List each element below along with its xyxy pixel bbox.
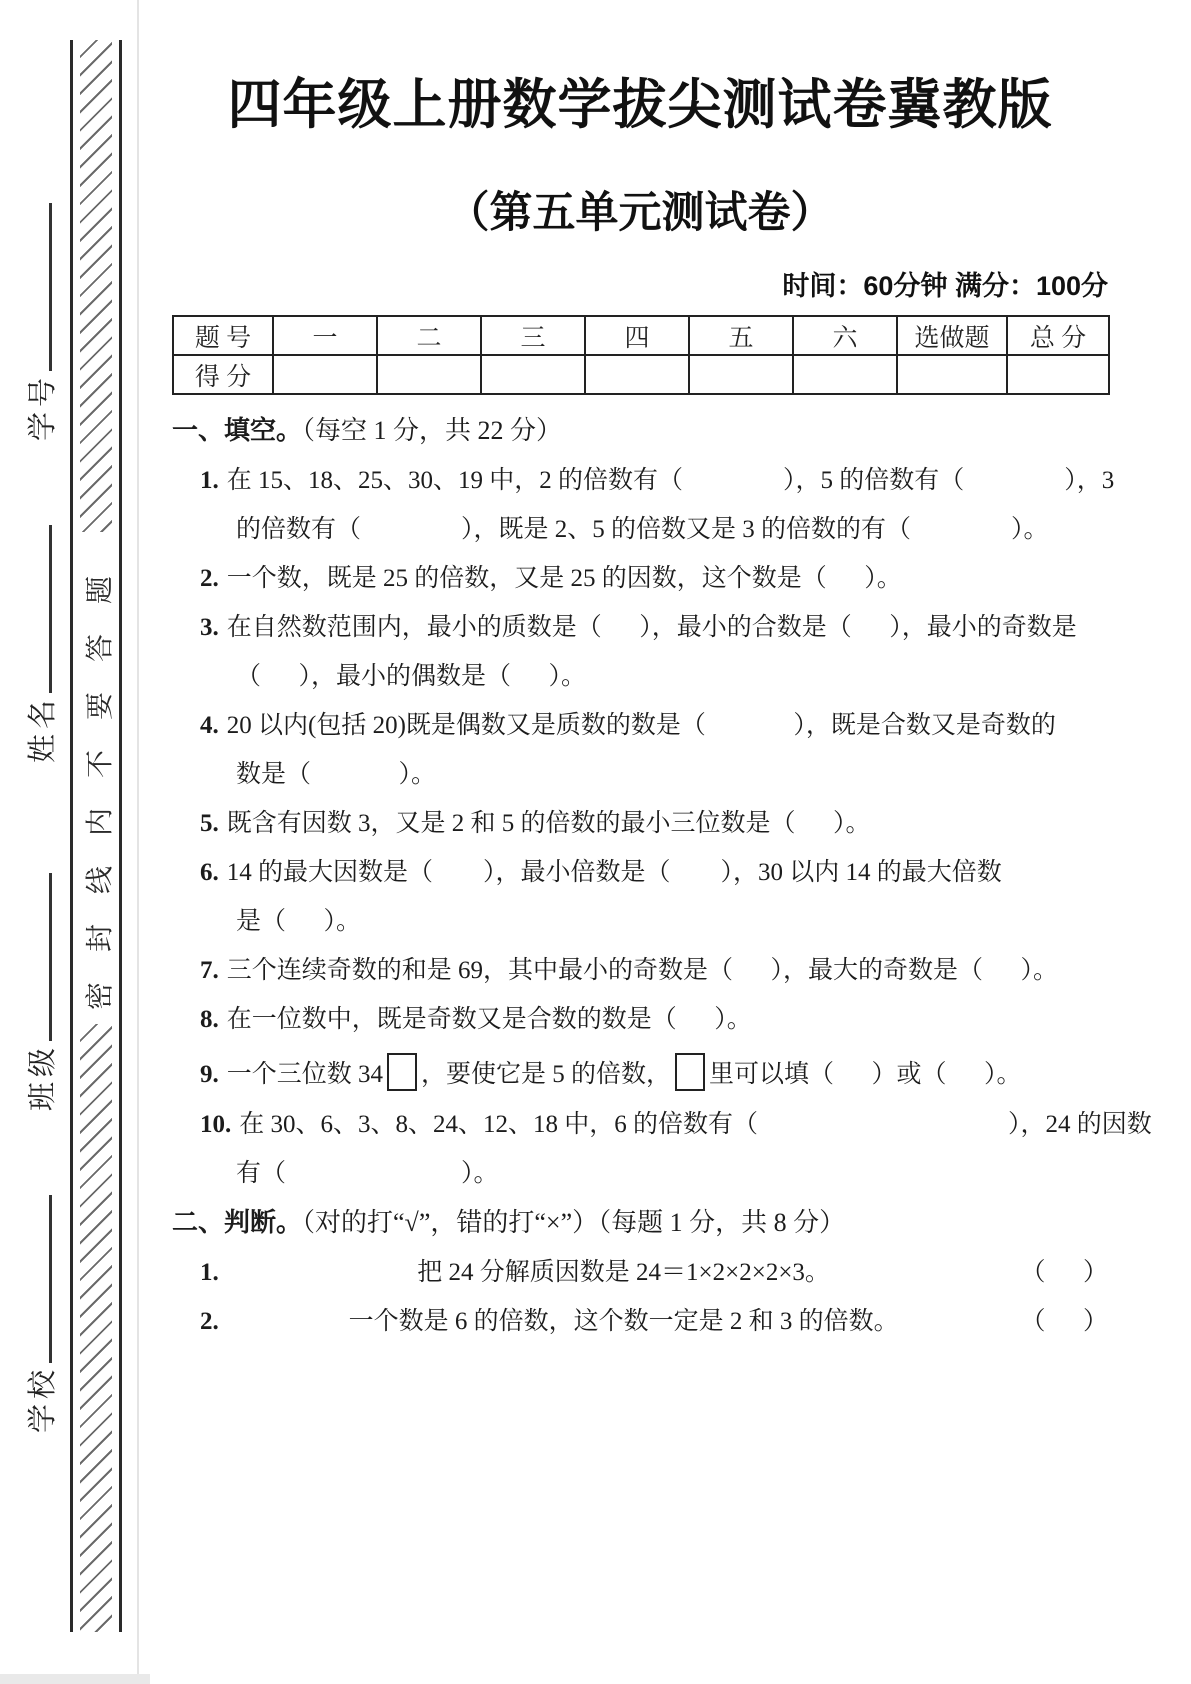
blank-box — [675, 1053, 705, 1091]
question-line — [200, 710, 1108, 741]
question-text: 数是（ ）。 — [236, 761, 437, 788]
question-line — [200, 612, 1108, 643]
question — [172, 1053, 1108, 1091]
question-text: 既含有因数 3，又是 2 和 5 的倍数的最小三位数是（ ）。 — [226, 810, 871, 837]
question — [172, 1257, 1108, 1288]
question-line — [200, 759, 1108, 790]
question-text: 一个数，既是 25 的倍数，又是 25 的因数，这个数是（ ）。 — [226, 565, 902, 592]
score-cell-empty — [481, 355, 585, 394]
page-subtitle: （第五单元测试卷） — [446, 189, 834, 237]
side-label-4 — [20, 1191, 59, 1433]
side-label-text: 姓名 — [27, 694, 59, 763]
question-number: 1. — [200, 1259, 219, 1286]
question-line — [200, 465, 1115, 496]
answer-blank: （ ） — [1020, 1308, 1108, 1335]
score-cell-empty — [897, 355, 1007, 394]
question — [172, 1109, 1152, 1189]
section-heading-1 — [172, 415, 1108, 446]
answer-blank: （ ） — [1020, 1259, 1108, 1286]
score-col-2: 二 — [377, 316, 481, 355]
seal-line-area — [70, 40, 122, 1632]
question-text: 一个数是 6 的倍数，这个数一定是 2 和 3 的倍数。 — [348, 1308, 899, 1335]
question-text: 的倍数有（ ），既是 2、5 的倍数又是 3 的倍数的有（ ）。 — [236, 516, 1049, 543]
question-number: 3. — [200, 614, 219, 641]
question-number: 1. — [200, 467, 219, 494]
exam-info: 时间：60分钟 满分：100分 — [782, 271, 1108, 301]
question-text: 三个连续奇数的和是 69，其中最小的奇数是（ ），最大的奇数是（ ）。 — [226, 957, 1059, 984]
question-number: 5. — [200, 810, 219, 837]
score-cell-empty — [689, 355, 793, 394]
score-col-7: 选做题 — [897, 316, 1007, 355]
score-col-3: 三 — [481, 316, 585, 355]
score-table-score-row — [173, 355, 1109, 394]
question — [172, 857, 1108, 937]
score-row-label: 得 分 — [173, 355, 273, 394]
side-label-1 — [20, 199, 59, 441]
question-line — [200, 563, 1108, 594]
score-cell-empty — [273, 355, 377, 394]
question-sections — [172, 415, 1152, 1337]
question-text: 14 的最大因数是（ ），最小倍数是（ ），30 以内 14 的最大倍数 — [226, 859, 1002, 886]
question-text: 在 30、6、3、8、24、12、18 中，6 的倍数有（ ），24 的因数 — [239, 1111, 1152, 1138]
blank-box — [387, 1053, 417, 1091]
section-title: 一、填空。 — [172, 415, 303, 445]
seal-hatching-bottom — [80, 1024, 112, 1632]
question-text: 把 24 分解质因数是 24＝1×2×2×2×3。 — [417, 1259, 830, 1286]
write-in-line — [23, 873, 52, 1041]
section-title: 二、判断。 — [172, 1207, 303, 1237]
question-line — [200, 1004, 1108, 1035]
side-label-3 — [20, 869, 59, 1111]
score-cell-empty — [793, 355, 897, 394]
score-col-6: 六 — [793, 316, 897, 355]
question — [172, 563, 1108, 594]
score-cell-empty — [585, 355, 689, 394]
seal-line-text: 密封线内不要答题 — [85, 546, 116, 1011]
question-line — [200, 1109, 1152, 1140]
page-title: 四年级上册数学拔尖测试卷冀教版 — [227, 75, 1053, 135]
score-col-1: 一 — [273, 316, 377, 355]
question-number: 4. — [200, 712, 219, 739]
write-in-line — [23, 1195, 52, 1363]
score-col-label: 题 号 — [173, 316, 273, 355]
question-line — [200, 808, 1108, 839]
question — [172, 1306, 1108, 1337]
question-line — [200, 857, 1108, 888]
side-label-text: 学校 — [27, 1364, 59, 1433]
seal-hatching-top — [80, 40, 112, 532]
question-line — [200, 906, 1108, 937]
side-label-2 — [20, 521, 59, 763]
question-text: 20 以内(包括 20)既是偶数又是质数的数是（ ），既是合数又是奇数的 — [226, 712, 1056, 739]
question-line — [200, 661, 1108, 692]
write-in-line — [23, 525, 52, 693]
question-number: 8. — [200, 1006, 219, 1033]
paper-content — [172, 0, 1152, 1355]
question-line — [200, 514, 1108, 545]
question-number: 6. — [200, 859, 219, 886]
question — [172, 808, 1108, 839]
question — [172, 710, 1108, 790]
side-label-text: 学号 — [27, 372, 59, 441]
question-line — [200, 1053, 1108, 1091]
score-cell-empty — [1007, 355, 1109, 394]
question-text: 一个三位数 34 ，要使它是 5 的倍数， 里可以填（ ）或（ ）。 — [227, 1061, 1022, 1088]
question — [172, 612, 1108, 692]
question-text: （ ），最小的偶数是（ ）。 — [236, 663, 587, 690]
question-number: 2. — [200, 1308, 219, 1335]
question-line — [200, 1158, 1108, 1189]
score-table — [172, 315, 1110, 395]
side-label-text: 班级 — [27, 1042, 59, 1111]
question-line — [200, 1257, 1108, 1288]
question-number: 9. — [200, 1061, 219, 1088]
question-line — [200, 1306, 1108, 1337]
question-number: 10. — [200, 1111, 232, 1138]
score-col-8: 总 分 — [1007, 316, 1109, 355]
question — [172, 465, 1115, 545]
score-col-4: 四 — [585, 316, 689, 355]
section-heading-2 — [172, 1207, 1108, 1238]
section-subtitle: （每空 1 分，共 22 分） — [302, 416, 563, 445]
question-text: 在一位数中，既是奇数又是合数的数是（ ）。 — [226, 1006, 752, 1033]
score-table-header-row — [173, 316, 1109, 355]
section-subtitle: （对的打“√”，错的打“×”）（每题 1 分，共 8 分） — [302, 1208, 846, 1237]
question-text: 有（ ）。 — [236, 1160, 499, 1187]
question-number: 2. — [200, 565, 219, 592]
question-line — [200, 955, 1108, 986]
question — [172, 1004, 1108, 1035]
question-text: 在自然数范围内，最小的质数是（ ），最小的合数是（ ），最小的奇数是 — [226, 614, 1077, 641]
score-cell-empty — [377, 355, 481, 394]
score-col-5: 五 — [689, 316, 793, 355]
question-text: 是（ ）。 — [236, 908, 362, 935]
write-in-line — [23, 203, 52, 371]
question-text: 在 15、18、25、30、19 中，2 的倍数有（ ），5 的倍数有（ ），3 — [226, 467, 1115, 494]
scan-shadow — [0, 1674, 150, 1684]
question-number: 7. — [200, 957, 219, 984]
page-fold-line — [137, 0, 139, 1684]
question — [172, 955, 1108, 986]
